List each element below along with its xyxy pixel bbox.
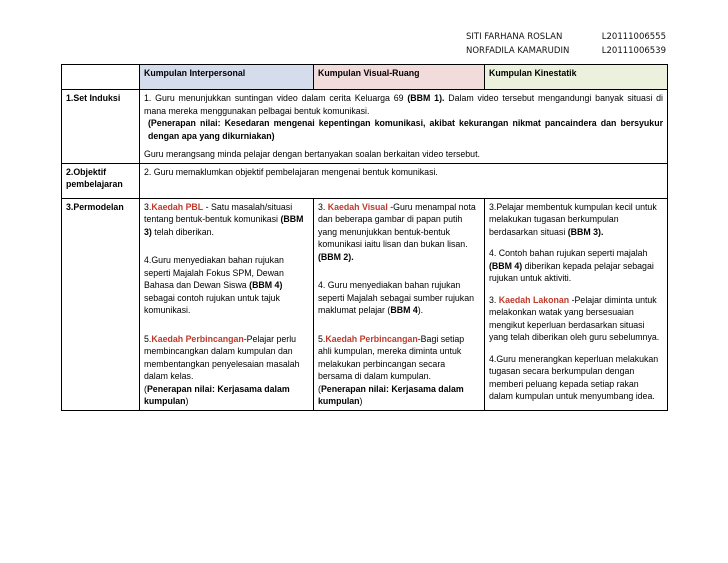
- row-set-induksi: [62, 90, 668, 164]
- set-induksi-paragraph-2: Guru merangsang minda pelajar dengan bertanyakan soalan berkaitan video tersebut.: [144, 149, 480, 159]
- header-blank-cell: [62, 65, 140, 90]
- permodelan-interpersonal-cell: [140, 198, 314, 410]
- kaedah-perbincangan-label: Kaedah Perbincangan: [151, 333, 244, 344]
- stage-label-objektif: 2.Objektif pembelajaran: [62, 163, 140, 198]
- visual-nilai: [318, 383, 480, 408]
- visual-step-4-end: ).: [417, 305, 424, 315]
- inter-step-4-end: sebagai contoh rujukan untuk tajuk komunikasi.: [144, 292, 280, 315]
- author1-id: L20111006555: [601, 32, 666, 42]
- kin-step-3-text: 3.Pelajar membentuk kumpulan kecil untuk melakukan tugasan berkumpulan berdasarkan situasi: [489, 201, 657, 237]
- visual-step-3-text: -Guru menampal nota dan beberapa gambar di papan putih yang menunjukkan bentuk-bentuk komunikasi iaitu lisan dan bukan lisan.: [318, 201, 476, 249]
- set-induksi-content: [140, 90, 668, 164]
- bbm-4-ref: (BBM 4): [249, 280, 283, 290]
- kin-step-4-end: diberikan kepada pelajar sebagai rujukan untuk aktiviti.: [489, 260, 654, 283]
- nilai-kerjasama: Penerapan nilai: Kerjasama dalam kumpulan: [318, 383, 464, 406]
- inter-step-5: [144, 333, 309, 383]
- bbm-1-ref: (BBM 1).: [407, 93, 445, 103]
- set-induksi-text: 1. Guru menunjukkan suntingan video dalam cerita Keluarga 69: [144, 93, 408, 103]
- step-number: 5.: [318, 333, 326, 344]
- kin-lakonan: [489, 294, 663, 344]
- step-number: 3.: [489, 294, 499, 305]
- author-row-2: [466, 44, 666, 58]
- kin-lakonan-text: -Pelajar diminta untuk melakonkan watak yang bersesuaian mengikut keperluan berdasarkan situasi yang telah diberikan oleh guru sebelumnya.: [489, 294, 660, 342]
- kaedah-pbl-label: Kaedah PBL: [151, 201, 204, 212]
- objektif-content: 2. Guru memaklumkan objektif pembelajaran mengenai bentuk komunikasi.: [140, 163, 668, 198]
- step-number: 3.: [318, 201, 328, 212]
- inter-step-3-text: - Satu masalah/situasi tentang bentuk-bentuk komunikasi: [144, 201, 293, 224]
- paren-open: (: [144, 383, 147, 394]
- paren-open: (: [318, 383, 321, 394]
- kaedah-visual-label: Kaedah Visual: [327, 201, 388, 212]
- author-row-1: [466, 30, 666, 44]
- permodelan-visual-cell: [314, 198, 485, 410]
- set-induksi-nilai: (Penerapan nilai: Kesedaran mengenai kepentingan komunikasi, akibat kekurangan nikmat pancaindera dan bersyukur dengan apa yang dikurniakan): [148, 118, 663, 141]
- set-induksi-paragraph-1: [144, 92, 663, 117]
- author2-name: NORFADILA KAMARUDIN: [466, 46, 570, 56]
- inter-step-3: [144, 201, 309, 239]
- stage-label-set-induksi: 1.Set Induksi: [62, 90, 140, 164]
- bbm-3-ref: (BBM 3).: [567, 226, 604, 237]
- paren-close: ): [359, 396, 363, 406]
- inter-step-4: [144, 254, 309, 317]
- kin-step-4-text: 4. Contoh bahan rujukan seperti majalah: [489, 248, 648, 258]
- visual-step-4: [318, 279, 480, 317]
- stage-label-permodelan: 3.Permodelan: [62, 198, 140, 410]
- author-header: [466, 30, 666, 58]
- bbm-4-ref: (BBM 4): [489, 260, 523, 271]
- column-visual-ruang: Kumpulan Visual-Ruang: [314, 65, 485, 90]
- lesson-plan-table: [61, 64, 668, 411]
- kin-keperluan: 4.Guru menerangkan keperluan melakukan tugasan secara berkumpulan dengan memberi peluang kepada setiap rakan dalam kumpulan untuk menyumbang idea.: [489, 353, 659, 401]
- author2-id: L20111006539: [601, 46, 666, 56]
- set-induksi-text-cont: Dalam video tersebut mengandungi banyak situasi di mana mereka menggunakan pelbagai bentuk komunikasi.: [144, 93, 663, 116]
- step-number: 5.: [144, 333, 152, 344]
- step-number: 3.: [144, 201, 152, 212]
- bbm-4-ref: BBM 4: [390, 305, 418, 315]
- column-interpersonal: Kumpulan Interpersonal: [140, 65, 314, 90]
- author1-name: SITI FARHANA ROSLAN: [466, 32, 563, 42]
- kaedah-lakonan-label: Kaedah Lakonan: [498, 294, 570, 305]
- paren-close: ): [185, 396, 189, 406]
- kin-step-4: [489, 247, 663, 285]
- inter-step-3-end: telah diberikan.: [151, 226, 214, 237]
- bbm-3-ref: (BBM 3): [144, 214, 304, 237]
- kin-step-3: [489, 201, 663, 239]
- visual-step-4-text: 4. Guru menyediakan bahan rujukan seperti Majalah sebagai sumber rujukan maklumat pelajar (: [318, 280, 474, 315]
- inter-step-4-text: 4.Guru menyediakan bahan rujukan seperti Majalah Fokus SPM, Dewan Bahasa dan Dewan Siswa: [144, 255, 284, 290]
- permodelan-kinestatik-cell: [485, 198, 668, 410]
- column-kinestatik: Kumpulan Kinestatik: [485, 65, 668, 90]
- bbm-2-ref: (BBM 2).: [318, 251, 354, 262]
- row-objektif: [62, 163, 668, 198]
- kaedah-perbincangan-label: Kaedah Perbincangan: [325, 333, 418, 344]
- visual-step-5-text: -Bagi setiap ahli kumpulan, mereka diminta untuk melakukan perbincangan secara bersama di dalam kumpulan.: [318, 333, 465, 381]
- table-header-row: [62, 65, 668, 90]
- row-permodelan: [62, 198, 668, 410]
- nilai-kerjasama: Penerapan nilai: Kerjasama dalam kumpulan: [144, 383, 290, 406]
- visual-step-3: [318, 201, 480, 264]
- visual-step-5: [318, 333, 480, 383]
- inter-step-5-text: -Pelajar perlu membincangkan dalam kumpulan dan membentangkan penyelesaian masalah dalam kelas.: [144, 333, 300, 381]
- inter-nilai: [144, 383, 309, 408]
